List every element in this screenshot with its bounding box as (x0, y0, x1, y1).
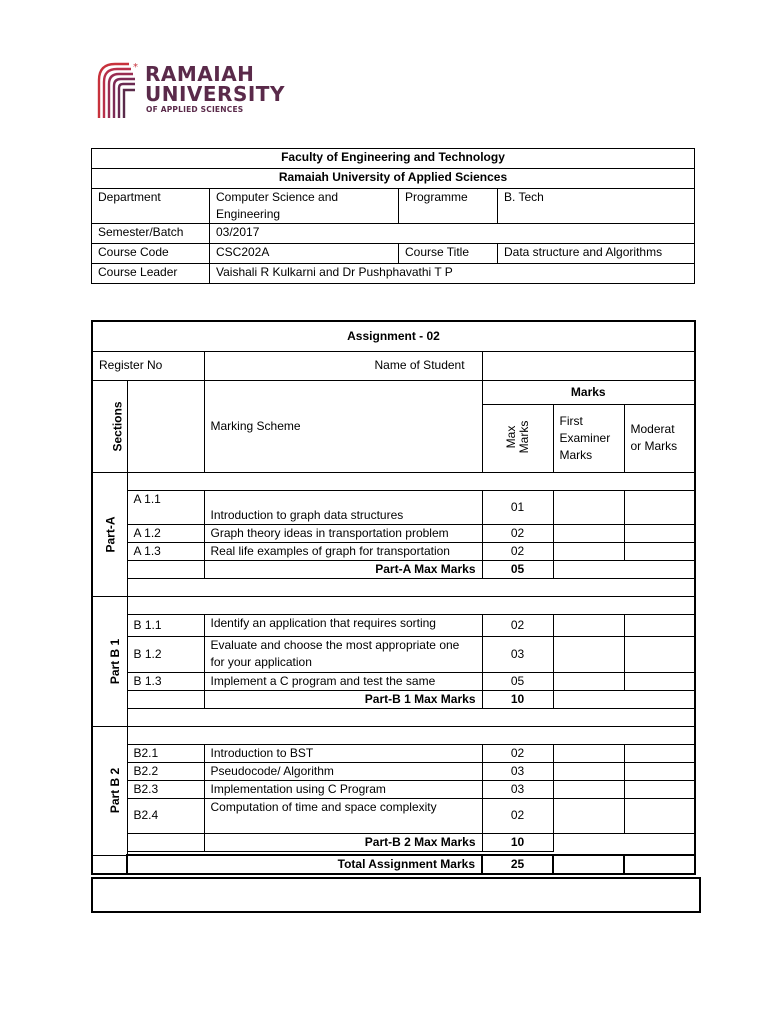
part-total-label: Part-B 1 Max Marks (204, 690, 482, 708)
item-desc: Pseudocode/ Algorithm (204, 762, 482, 780)
section-part-b2: Part B 2 (92, 726, 127, 855)
total-assignment-value: 25 (482, 855, 553, 874)
moderator-cell[interactable] (624, 780, 695, 798)
max-marks-header: Max Marks (482, 404, 553, 472)
first-examiner-cell[interactable] (553, 614, 624, 636)
item-desc: Implementation using C Program (204, 780, 482, 798)
faculty-title: Faculty of Engineering and Technology (92, 149, 695, 169)
item-code: A 1.2 (127, 524, 204, 542)
item-desc: Introduction to graph data structures (204, 490, 482, 524)
moderator-cell[interactable] (624, 524, 695, 542)
part-total-value: 05 (482, 560, 553, 578)
item-code: B 1.1 (127, 614, 204, 636)
blank-cell (127, 560, 204, 578)
first-examiner-cell[interactable] (553, 744, 624, 762)
moderator-cell[interactable] (624, 798, 695, 833)
item-code: B2.2 (127, 762, 204, 780)
course-title-label: Course Title (399, 244, 498, 264)
logo-text-subtitle: OF APPLIED SCIENCES (146, 105, 244, 114)
item-desc: Real life examples of graph for transportation (204, 542, 482, 560)
marking-table (91, 320, 696, 875)
item-max: 03 (482, 636, 553, 672)
item-code: B 1.3 (127, 672, 204, 690)
part-total-value: 10 (482, 690, 553, 708)
moderator-header: Moderat or Marks (624, 404, 695, 472)
name-of-student-field[interactable] (482, 351, 695, 380)
remarks-box[interactable] (91, 877, 701, 913)
first-examiner-cell[interactable] (553, 672, 624, 690)
item-max: 02 (482, 798, 553, 833)
item-desc: Computation of time and space complexity (204, 798, 482, 833)
part-total-value: 10 (482, 833, 553, 851)
blank-cell (127, 690, 204, 708)
moderator-cell[interactable] (624, 614, 695, 636)
item-max: 05 (482, 672, 553, 690)
spacer-row (127, 578, 695, 596)
first-examiner-header: First Examiner Marks (553, 404, 624, 472)
item-max: 02 (482, 524, 553, 542)
first-examiner-cell[interactable] (553, 636, 624, 672)
course-title-value: Data structure and Algorithms (498, 244, 695, 264)
first-examiner-cell[interactable] (553, 780, 624, 798)
sections-header: Sections (92, 380, 127, 472)
section-part-b1: Part B 1 (92, 596, 127, 726)
item-code: B2.4 (127, 798, 204, 833)
moderator-cell[interactable] (624, 744, 695, 762)
spacer-row (127, 708, 695, 726)
register-no-label: Register No (92, 351, 204, 380)
item-max: 02 (482, 542, 553, 560)
part-total-label: Part-B 2 Max Marks (204, 833, 482, 851)
assignment-title: Assignment - 02 (92, 321, 695, 351)
university-title: Ramaiah University of Applied Sciences (92, 169, 695, 189)
course-leader-label: Course Leader (92, 264, 210, 284)
item-max: 03 (482, 780, 553, 798)
first-examiner-cell[interactable] (553, 798, 624, 833)
first-examiner-cell[interactable] (553, 524, 624, 542)
total-moderator-cell[interactable] (624, 855, 695, 874)
blank-cell (127, 833, 204, 851)
course-code-label: Course Code (92, 244, 210, 264)
semester-label: Semester/Batch (92, 224, 210, 244)
course-code-value: CSC202A (210, 244, 399, 264)
marking-scheme-header: Marking Scheme (204, 380, 482, 472)
item-code: A 1.1 (127, 490, 204, 524)
moderator-cell[interactable] (624, 490, 695, 524)
item-code: B2.1 (127, 744, 204, 762)
moderator-cell[interactable] (624, 636, 695, 672)
part-total-label: Part-A Max Marks (204, 560, 482, 578)
moderator-cell[interactable] (624, 672, 695, 690)
item-max: 03 (482, 762, 553, 780)
item-code: A 1.3 (127, 542, 204, 560)
programme-value: B. Tech (498, 189, 695, 224)
item-desc: Graph theory ideas in transportation problem (204, 524, 482, 542)
spacer-row (127, 596, 695, 614)
item-desc: Introduction to BST (204, 744, 482, 762)
first-examiner-cell[interactable] (553, 762, 624, 780)
first-examiner-cell[interactable] (553, 542, 624, 560)
item-code: B 1.2 (127, 636, 204, 672)
total-assignment-label: Total Assignment Marks (127, 855, 482, 874)
logo-text-ramaiah: RAMAIAH (145, 62, 255, 86)
item-max: 01 (482, 490, 553, 524)
first-examiner-cell[interactable] (553, 490, 624, 524)
svg-text:*: * (133, 62, 138, 73)
marks-header: Marks (482, 380, 695, 404)
logo-mark-icon (95, 60, 143, 120)
semester-value: 03/2017 (210, 224, 695, 244)
item-max: 02 (482, 614, 553, 636)
spacer-row (127, 726, 695, 744)
moderator-cell[interactable] (624, 762, 695, 780)
item-desc: Identify an application that requires sorting (204, 614, 482, 636)
moderator-cell[interactable] (624, 542, 695, 560)
section-part-a: Part-A (92, 472, 127, 596)
total-first-examiner-cell[interactable] (553, 855, 624, 874)
code-header (127, 380, 204, 472)
item-desc: Implement a C program and test the same (204, 672, 482, 690)
course-info-table (91, 148, 695, 284)
spacer-row (127, 472, 695, 490)
item-max: 02 (482, 744, 553, 762)
course-leader-value: Vaishali R Kulkarni and Dr Pushphavathi T P (210, 264, 695, 284)
item-code: B2.3 (127, 780, 204, 798)
item-desc: Evaluate and choose the most appropriate one for your application (204, 636, 482, 672)
department-label: Department (92, 189, 210, 224)
logo-text-university: UNIVERSITY (145, 82, 285, 106)
programme-label: Programme (399, 189, 498, 224)
name-of-student-label: Name of Student (204, 351, 482, 380)
department-value: Computer Science and Engineering (210, 189, 399, 224)
